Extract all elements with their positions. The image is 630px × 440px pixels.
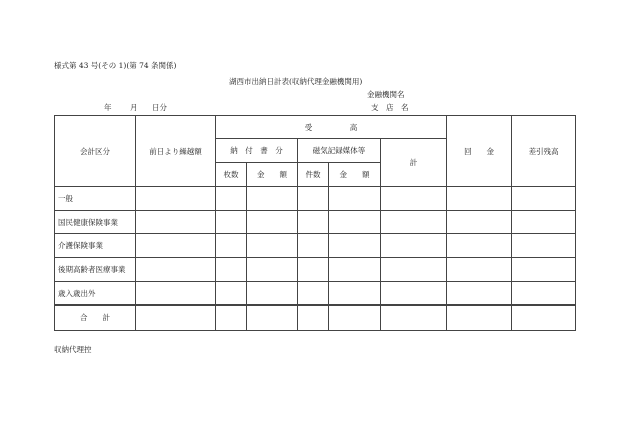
cell [216, 282, 247, 306]
cell [512, 187, 576, 211]
table-row [55, 282, 576, 306]
cell [247, 282, 298, 306]
cell [512, 234, 576, 258]
cell [298, 234, 329, 258]
cell [381, 187, 447, 211]
date-day-label: 日分 [152, 103, 167, 112]
cell [247, 211, 298, 234]
cell [136, 234, 216, 258]
cell [136, 211, 216, 234]
header-balance: 差引残高 [512, 116, 576, 187]
cell [298, 282, 329, 306]
cell [381, 258, 447, 282]
cell [381, 305, 447, 330]
cell [247, 305, 298, 330]
header-carried-forward: 前日より繰越額 [136, 116, 216, 187]
total-label: 合 計 [55, 305, 136, 330]
footer-note: 収納代理控 [54, 345, 92, 354]
cell [247, 187, 298, 211]
row-label-nursing-care-insurance: 介護保険事業 [55, 234, 136, 258]
cell [447, 282, 512, 306]
table-row [55, 234, 576, 258]
cell [512, 211, 576, 234]
cell [298, 305, 329, 330]
cell [136, 187, 216, 211]
header-media-amount: 金 額 [329, 163, 381, 187]
table-row [55, 211, 576, 234]
cell [447, 211, 512, 234]
header-total: 計 [381, 139, 447, 187]
cell [329, 234, 381, 258]
header-magnetic-media: 磁気記録媒体等 [298, 139, 381, 163]
cell [298, 211, 329, 234]
header-slip-amount: 金 額 [247, 163, 298, 187]
bank-name-label: 金融機関名 [367, 90, 405, 99]
cell [216, 187, 247, 211]
cell [447, 258, 512, 282]
cell [447, 305, 512, 330]
cell [247, 234, 298, 258]
cell [447, 234, 512, 258]
cell [136, 305, 216, 330]
header-record-count: 件数 [298, 163, 329, 187]
header-received: 受 高 [216, 116, 447, 139]
date-year-label: 年 [104, 103, 112, 112]
cell [216, 234, 247, 258]
cell [216, 258, 247, 282]
header-account-category: 会計区分 [55, 116, 136, 187]
cell [329, 258, 381, 282]
cell [136, 258, 216, 282]
cell [247, 258, 298, 282]
date-month-label: 月 [130, 103, 138, 112]
cell [329, 305, 381, 330]
cell [329, 211, 381, 234]
header-payment-slips: 納 付 書 分 [216, 139, 298, 163]
row-label-national-health-insurance: 国民健康保険事業 [55, 211, 136, 234]
cell [298, 258, 329, 282]
cell [381, 282, 447, 306]
row-label-general: 一般 [55, 187, 136, 211]
row-label-non-budget: 歳入歳出外 [55, 282, 136, 306]
table-row [55, 258, 576, 282]
cell [512, 282, 576, 306]
cell [447, 187, 512, 211]
branch-name-label: 支 店 名 [371, 103, 409, 112]
table-row [55, 187, 576, 211]
daily-ledger-table [54, 115, 576, 331]
cell [329, 187, 381, 211]
cell [136, 282, 216, 306]
form-number: 様式第 43 号(その 1)(第 74 条関係) [54, 61, 177, 70]
document-title: 湖西市出納日計表(収納代理金融機関用) [229, 77, 363, 86]
header-slip-count: 枚数 [216, 163, 247, 187]
cell [216, 305, 247, 330]
total-row [55, 305, 576, 330]
cell [512, 258, 576, 282]
cell [216, 211, 247, 234]
header-remittance: 回 金 [447, 116, 512, 187]
cell [298, 187, 329, 211]
cell [329, 282, 381, 306]
cell [381, 234, 447, 258]
row-label-elderly-medical-care: 後期高齢者医療事業 [55, 258, 136, 282]
cell [512, 305, 576, 330]
cell [381, 211, 447, 234]
